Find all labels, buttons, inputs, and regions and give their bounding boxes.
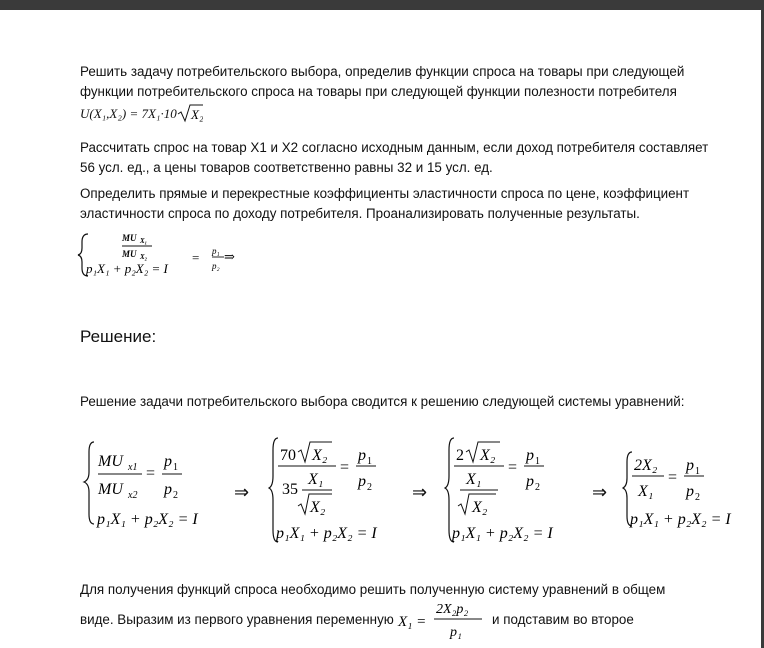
- s1-budget: p₁X₁ + p₂X₂ = I: [97, 511, 198, 528]
- s2-p1: p: [358, 447, 366, 464]
- small-mu-top-sub: X₁: [140, 237, 148, 245]
- solution-heading: Решение:: [80, 327, 157, 346]
- s1-p1-sub: 1: [173, 462, 178, 473]
- s3-p1: p: [526, 447, 534, 464]
- problem-line-6: эластичности спроса по доходу потребителя. Проанализировать полученные результаты.: [80, 206, 640, 221]
- problem-line-1: Решить задачу потребительского выбора, определив функции спроса на товары при следующей: [80, 64, 685, 79]
- s4-budget: p₁X₁ + p₂X₂ = I: [630, 511, 731, 528]
- s3-p2: p: [526, 473, 534, 490]
- utility-lhs: U(X₁,X₂) = 7X₁·10: [80, 106, 177, 121]
- s2-p2: p: [358, 473, 366, 490]
- utility-rad-text: X₂: [190, 107, 203, 122]
- s4-p2-sub: 2: [695, 492, 700, 503]
- s2-num-coef: 70: [280, 447, 296, 464]
- s1-p2-sub: 2: [173, 490, 178, 501]
- s3-num-coef: 2: [456, 447, 464, 464]
- arrow-3: ⇒: [592, 482, 608, 502]
- problem-line-4: 56 усл. ед., а цены товаров соответственно равны 32 и 15 усл. ед.: [80, 160, 493, 175]
- utility-function: [80, 103, 203, 123]
- system-4: [622, 446, 760, 536]
- problem-line-2: функции потребительского спроса на товары при следующей функции полезности потребителя: [80, 84, 677, 99]
- solution-intro: Решение задачи потребительского выбора сводится к решению следующей системы уравнений:: [80, 394, 685, 409]
- x1-lhs: X₁ =: [398, 614, 427, 630]
- s1-mu-bot: MU: [98, 481, 123, 498]
- system-2: [268, 432, 408, 550]
- arrow-2: ⇒: [412, 482, 428, 502]
- x1-expression: [396, 596, 488, 644]
- s2-num-x2: X₂: [312, 447, 328, 464]
- problem-line-5: Определить прямые и перекрестные коэффициенты эластичности спроса по цене, коэффициент: [80, 186, 690, 201]
- s4-eq: =: [668, 469, 678, 486]
- s1-mu-top-sub: x1: [128, 462, 138, 473]
- arrow-1: ⇒: [234, 482, 250, 502]
- s4-num: 2X₂: [634, 457, 658, 474]
- s3-den-x1: X₁: [466, 471, 482, 488]
- s1-mu-bot-sub: x2: [128, 490, 138, 501]
- small-equals: =: [192, 250, 200, 265]
- s4-p1: p: [686, 457, 694, 474]
- s3-budget: p₁X₁ + p₂X₂ = I: [452, 525, 553, 542]
- solution-after-2-end: и подставим во второе: [492, 612, 634, 627]
- solution-after-2-start: виде. Выразим из первого уравнения переменную: [80, 612, 394, 627]
- s2-budget: p₁X₁ + p₂X₂ = I: [276, 525, 377, 542]
- s2-p2-sub: 2: [367, 482, 372, 493]
- small-mu-bot: MU: [122, 249, 137, 259]
- small-mu-bot-sub: X₂: [140, 253, 148, 261]
- small-budget: p₁X₁ + p₂X₂ = I: [86, 261, 168, 276]
- window-frame-top: [0, 0, 764, 10]
- s4-p1-sub: 1: [695, 466, 700, 477]
- sqrt-x2: [177, 103, 203, 123]
- x1-num: 2X₂p₂: [436, 602, 469, 617]
- s3-den-x2: X₂: [472, 499, 488, 516]
- s3-eq: =: [508, 459, 518, 476]
- s1-eq: =: [146, 465, 156, 482]
- s2-eq: =: [340, 459, 350, 476]
- s2-den-x2: X₂: [310, 499, 326, 516]
- s1-mu-top: MU: [98, 453, 123, 470]
- small-p1: p₁: [212, 246, 220, 256]
- s2-den-x1: X₁: [308, 471, 324, 488]
- s3-num-x2: X₂: [480, 447, 496, 464]
- problem-line-3: Рассчитать спрос на товар X1 и X2 согласно исходным данным, если доход потребителя составляет: [80, 140, 709, 155]
- system-3: [444, 432, 584, 550]
- s3-p2-sub: 2: [535, 482, 540, 493]
- s3-p1-sub: 1: [535, 456, 540, 467]
- small-p2: p₂: [212, 261, 220, 271]
- small-arrow: ⇒: [224, 249, 235, 264]
- s2-den-coef: 35: [282, 481, 298, 498]
- solution-after-1: Для получения функций спроса необходимо решить полученную систему уравнений в общем: [80, 582, 666, 597]
- x1-den: p₁: [450, 625, 462, 640]
- small-mu-top: MU: [122, 233, 137, 243]
- s1-p1: p: [164, 453, 172, 470]
- s1-p2: p: [164, 481, 172, 498]
- s2-p1-sub: 1: [367, 456, 372, 467]
- system-1: [80, 432, 230, 536]
- s4-den-x1: X₁: [638, 483, 654, 500]
- small-optimality-system: [76, 228, 256, 282]
- s4-p2: p: [686, 483, 694, 500]
